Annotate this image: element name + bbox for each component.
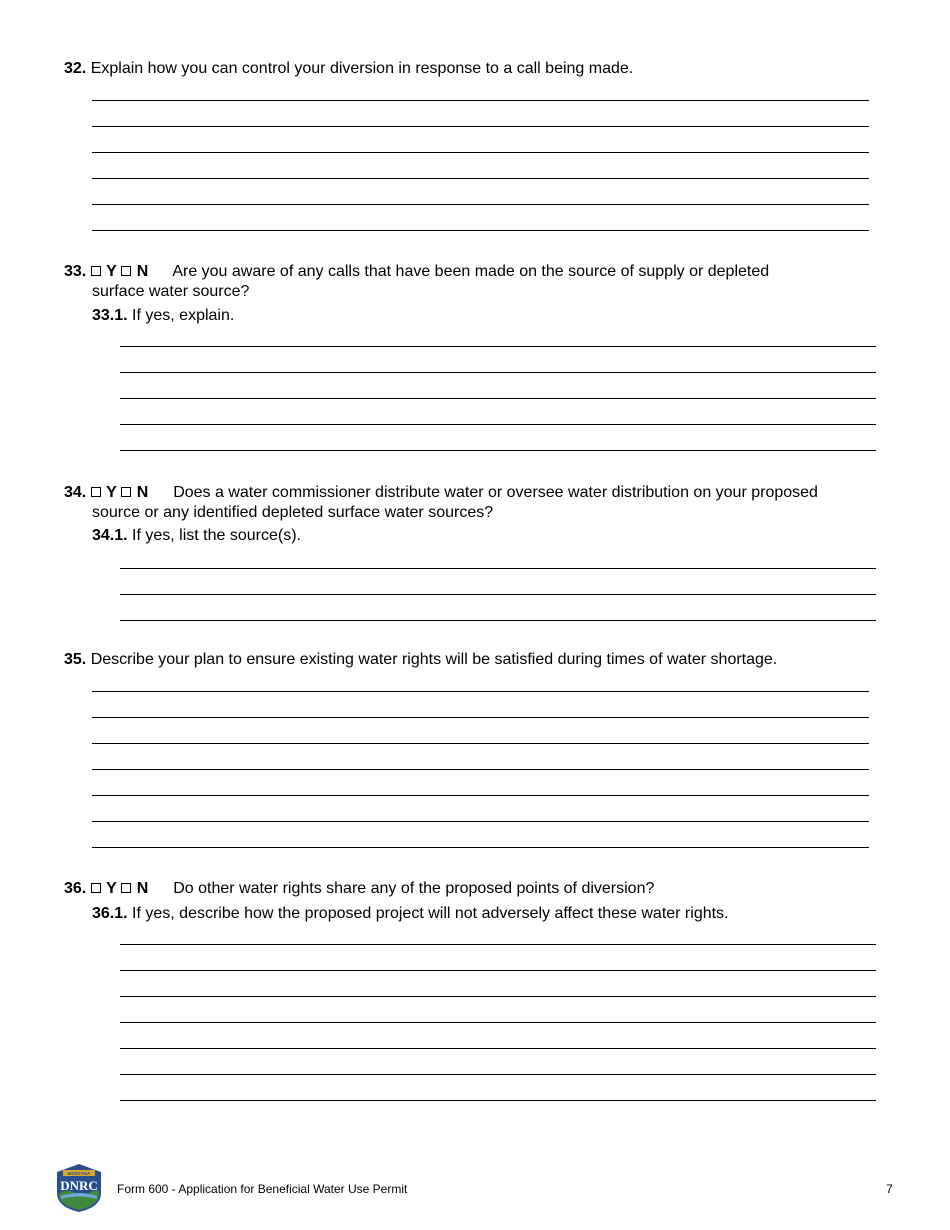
dnrc-logo-icon xyxy=(55,1163,103,1213)
answer-line[interactable] xyxy=(92,743,869,744)
answer-line[interactable] xyxy=(120,620,876,621)
answer-line[interactable] xyxy=(92,795,869,796)
no-label: N xyxy=(136,263,149,280)
logo-text: DNRC xyxy=(60,1178,98,1193)
question-text: Do other water rights share any of the proposed points of diversion? xyxy=(173,880,655,897)
answer-line[interactable] xyxy=(120,568,876,569)
answer-line[interactable] xyxy=(92,178,869,179)
yes-label: Y xyxy=(106,263,117,280)
answer-line[interactable] xyxy=(92,691,869,692)
answer-line[interactable] xyxy=(120,594,876,595)
answer-line[interactable] xyxy=(92,126,869,127)
sub-question-text: If yes, list the source(s). xyxy=(132,527,301,544)
sub-question-number: 36.1. xyxy=(92,905,128,922)
question-text: Explain how you can control your diversion in response to a call being made. xyxy=(90,60,634,77)
sub-question-text: If yes, explain. xyxy=(132,307,235,324)
answer-line[interactable] xyxy=(120,450,876,451)
question-number: 32. xyxy=(64,60,87,77)
sub-question-number: 33.1. xyxy=(92,307,128,324)
logo-top-text: MONTANA xyxy=(67,1171,91,1176)
answer-line[interactable] xyxy=(120,944,876,945)
no-label: N xyxy=(136,880,149,897)
sub-question-36-1 xyxy=(92,904,729,924)
question-number: 35. xyxy=(64,651,87,668)
answer-line[interactable] xyxy=(120,970,876,971)
question-text-continued: source or any identified depleted surface water sources? xyxy=(92,504,494,521)
yes-checkbox[interactable] xyxy=(91,266,101,276)
sub-question-number: 34.1. xyxy=(92,527,128,544)
question-text: Describe your plan to ensure existing water rights will be satisfied during times of water shortage. xyxy=(90,651,778,668)
question-34 xyxy=(64,483,818,503)
question-text-continued: surface water source? xyxy=(92,283,250,300)
answer-line[interactable] xyxy=(120,424,876,425)
answer-line[interactable] xyxy=(92,847,869,848)
answer-line[interactable] xyxy=(120,996,876,997)
question-number: 34. xyxy=(64,484,87,501)
sub-question-text: If yes, describe how the proposed project will not adversely affect these water rights. xyxy=(132,905,729,922)
answer-line[interactable] xyxy=(120,1022,876,1023)
yes-checkbox[interactable] xyxy=(91,883,101,893)
question-33 xyxy=(64,262,769,282)
question-text: Are you aware of any calls that have been made on the source of supply or depleted xyxy=(172,263,770,280)
answer-line[interactable] xyxy=(120,372,876,373)
sub-question-33-1 xyxy=(92,306,234,326)
dnrc-logo xyxy=(55,1163,103,1213)
no-label: N xyxy=(136,484,149,501)
question-number: 33. xyxy=(64,263,87,280)
page-number: 7 xyxy=(886,1182,893,1196)
answer-line[interactable] xyxy=(92,717,869,718)
question-32 xyxy=(64,59,633,79)
answer-line[interactable] xyxy=(120,346,876,347)
question-36 xyxy=(64,879,654,899)
yes-label: Y xyxy=(106,484,117,501)
no-checkbox[interactable] xyxy=(121,487,131,497)
answer-line[interactable] xyxy=(120,1100,876,1101)
no-checkbox[interactable] xyxy=(121,266,131,276)
form-title: Form 600 - Application for Beneficial Water Use Permit xyxy=(117,1182,408,1196)
answer-line[interactable] xyxy=(92,769,869,770)
answer-line[interactable] xyxy=(120,1074,876,1075)
no-checkbox[interactable] xyxy=(121,883,131,893)
answer-line[interactable] xyxy=(92,821,869,822)
answer-line[interactable] xyxy=(120,1048,876,1049)
answer-line[interactable] xyxy=(92,204,869,205)
answer-line[interactable] xyxy=(120,398,876,399)
yes-checkbox[interactable] xyxy=(91,487,101,497)
question-35 xyxy=(64,650,777,670)
answer-line[interactable] xyxy=(92,230,869,231)
question-number: 36. xyxy=(64,880,87,897)
yes-label: Y xyxy=(106,880,117,897)
answer-line[interactable] xyxy=(92,152,869,153)
answer-line[interactable] xyxy=(92,100,869,101)
sub-question-34-1 xyxy=(92,526,301,546)
question-text: Does a water commissioner distribute water or oversee water distribution on your proposed xyxy=(173,484,818,501)
